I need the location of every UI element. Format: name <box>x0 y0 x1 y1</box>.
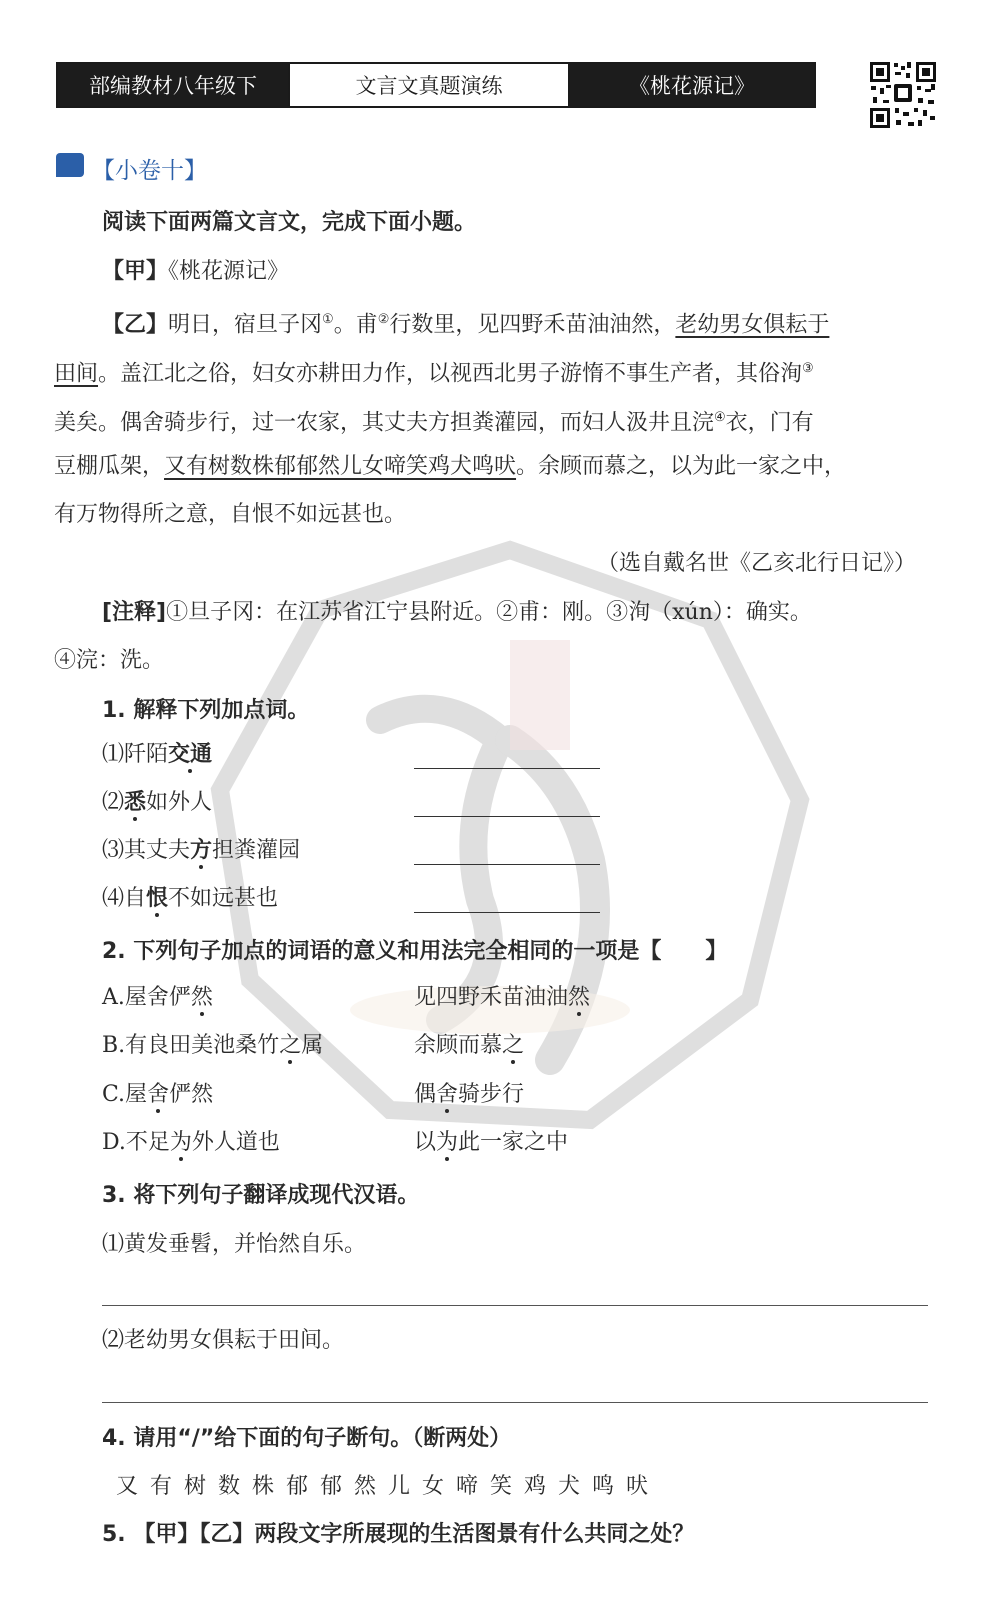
q2-option-c-left[interactable]: C.屋舍俨然 <box>102 1082 214 1107</box>
q3-answer-line-2[interactable] <box>102 1402 928 1403</box>
q3-sentence-1: ⑴黄发垂髫，并怡然自乐。 <box>102 1232 367 1257</box>
q5-title: 5. 【甲】【乙】两段文字所展现的生活图景有什么共同之处？ <box>102 1522 695 1547</box>
dotted-word: 之 <box>279 1033 302 1058</box>
q1-item-2: ⑵悉如外人 <box>102 790 213 815</box>
dotted-word: 为 <box>169 1130 192 1155</box>
q1-answer-blank-4[interactable] <box>414 912 600 913</box>
jia-title: 《桃花源记》 <box>168 259 290 284</box>
section-label: 【小卷十】 <box>92 158 207 184</box>
notes-text-1: ①旦子冈：在江苏省江宁县附近。②甫：刚。③洵（xún）：确实。 <box>166 600 812 625</box>
note-ref-4: ④ <box>714 410 726 425</box>
notes-label: [注释] <box>102 600 167 625</box>
yi-text-6: 衣，门有 <box>725 410 814 436</box>
q4-sentence: 又有树数株郁郁然儿女啼笑鸡犬鸣吠 <box>116 1474 661 1499</box>
q2-option-a-left[interactable]: A.屋舍俨然 <box>102 985 213 1010</box>
q1-answer-blank-2[interactable] <box>414 816 600 817</box>
q2-title: 2. 下列句子加点的词语的意义和用法完全相同的一项是【 】 <box>102 939 728 964</box>
note-ref-3: ③ <box>802 361 814 376</box>
jia-line <box>102 257 289 287</box>
dotted-word: 交通 <box>168 742 213 767</box>
q3-sentence-2: ⑵老幼男女俱耘于田间。 <box>102 1328 345 1353</box>
yi-line-4 <box>54 452 846 482</box>
q2-option-d-right: 以为此一家之中 <box>414 1130 569 1155</box>
dotted-word: 舍 <box>147 1082 170 1107</box>
dotted-word: 方 <box>190 838 213 863</box>
header-grade: 部编教材八年级下 <box>58 64 288 106</box>
qr-code-icon <box>868 60 938 130</box>
q2-option-b-right: 余顾而慕之 <box>414 1033 525 1058</box>
yi-source: （选自戴名世《乙亥北行日记》） <box>596 551 916 576</box>
q1-item-1: ⑴阡陌交通 <box>102 742 213 767</box>
instruction-text: 阅读下面两篇文言文，完成下面小题。 <box>102 210 477 235</box>
header-lesson: 《桃花源记》 <box>570 64 814 106</box>
q2-option-d-left[interactable]: D.不足为外人道也 <box>102 1130 280 1155</box>
q3-answer-line-1[interactable] <box>102 1305 928 1306</box>
yi-text-4: 。盖江北之俗，妇女亦耕田力作，以视西北男子游惰不事生产者，其俗洵 <box>98 361 803 387</box>
yi-underlined-3: 又有树数株郁郁然儿女啼笑鸡犬鸣吠 <box>164 454 517 479</box>
q2-option-b-left[interactable]: B.有良田美池桑竹之属 <box>102 1033 324 1058</box>
notes-line-2: ④浣：洗。 <box>54 648 165 673</box>
yi-line-3 <box>54 403 814 438</box>
note-ref-1: ① <box>322 312 334 327</box>
q2-option-c-right: 偶舍骑步行 <box>414 1082 525 1107</box>
jia-label: 【甲】 <box>102 259 169 284</box>
yi-underlined-1: 老幼男女俱耘于 <box>675 312 830 338</box>
yi-text-2: 。甫 <box>333 312 378 338</box>
yi-text-7: 豆棚瓜架， <box>54 454 165 479</box>
q1-answer-blank-3[interactable] <box>414 864 600 865</box>
yi-line-5: 有万物得所之意，自恨不如远甚也。 <box>54 502 407 527</box>
bookmark-icon <box>56 153 84 177</box>
yi-line-1 <box>102 305 829 340</box>
dotted-word: 然 <box>190 985 213 1010</box>
header-topic: 文言文真题演练 <box>288 64 570 106</box>
dotted-word: 然 <box>568 985 591 1010</box>
q1-item-4: ⑷自恨不如远甚也 <box>102 886 279 911</box>
yi-underlined-2: 田间 <box>54 361 99 387</box>
header-bar <box>56 62 816 108</box>
dotted-word: 舍 <box>436 1082 459 1107</box>
yi-text-5: 美矣。偶舍骑步行，过一农家，其丈夫方担粪灌园，而妇人汲井且浣 <box>54 410 715 436</box>
yi-line-2 <box>54 354 814 389</box>
yi-label: 【乙】 <box>102 312 169 338</box>
dotted-word: 恨 <box>146 886 169 911</box>
yi-text-8: 。余顾而慕之，以为此一家之中， <box>516 454 847 479</box>
dotted-word: 悉 <box>124 790 147 815</box>
dotted-word: 之 <box>502 1033 525 1058</box>
q1-answer-blank-1[interactable] <box>414 768 600 769</box>
q1-title: 1. 解释下列加点词。 <box>102 698 310 723</box>
yi-text-1: 明日，宿旦子冈 <box>168 312 323 338</box>
section-title <box>56 152 207 185</box>
note-ref-2: ② <box>377 312 390 327</box>
q4-title: 4. 请用“/”给下面的句子断句。（断两处） <box>102 1426 512 1451</box>
q3-title: 3. 将下列句子翻译成现代汉语。 <box>102 1183 420 1208</box>
dotted-word: 为 <box>436 1130 459 1155</box>
q2-option-a-right: 见四野禾苗油油然 <box>414 985 591 1010</box>
notes-line-1 <box>102 598 812 628</box>
yi-text-3: 行数里，见四野禾苗油油然， <box>389 312 676 338</box>
q1-item-3: ⑶其丈夫方担粪灌园 <box>102 838 301 863</box>
